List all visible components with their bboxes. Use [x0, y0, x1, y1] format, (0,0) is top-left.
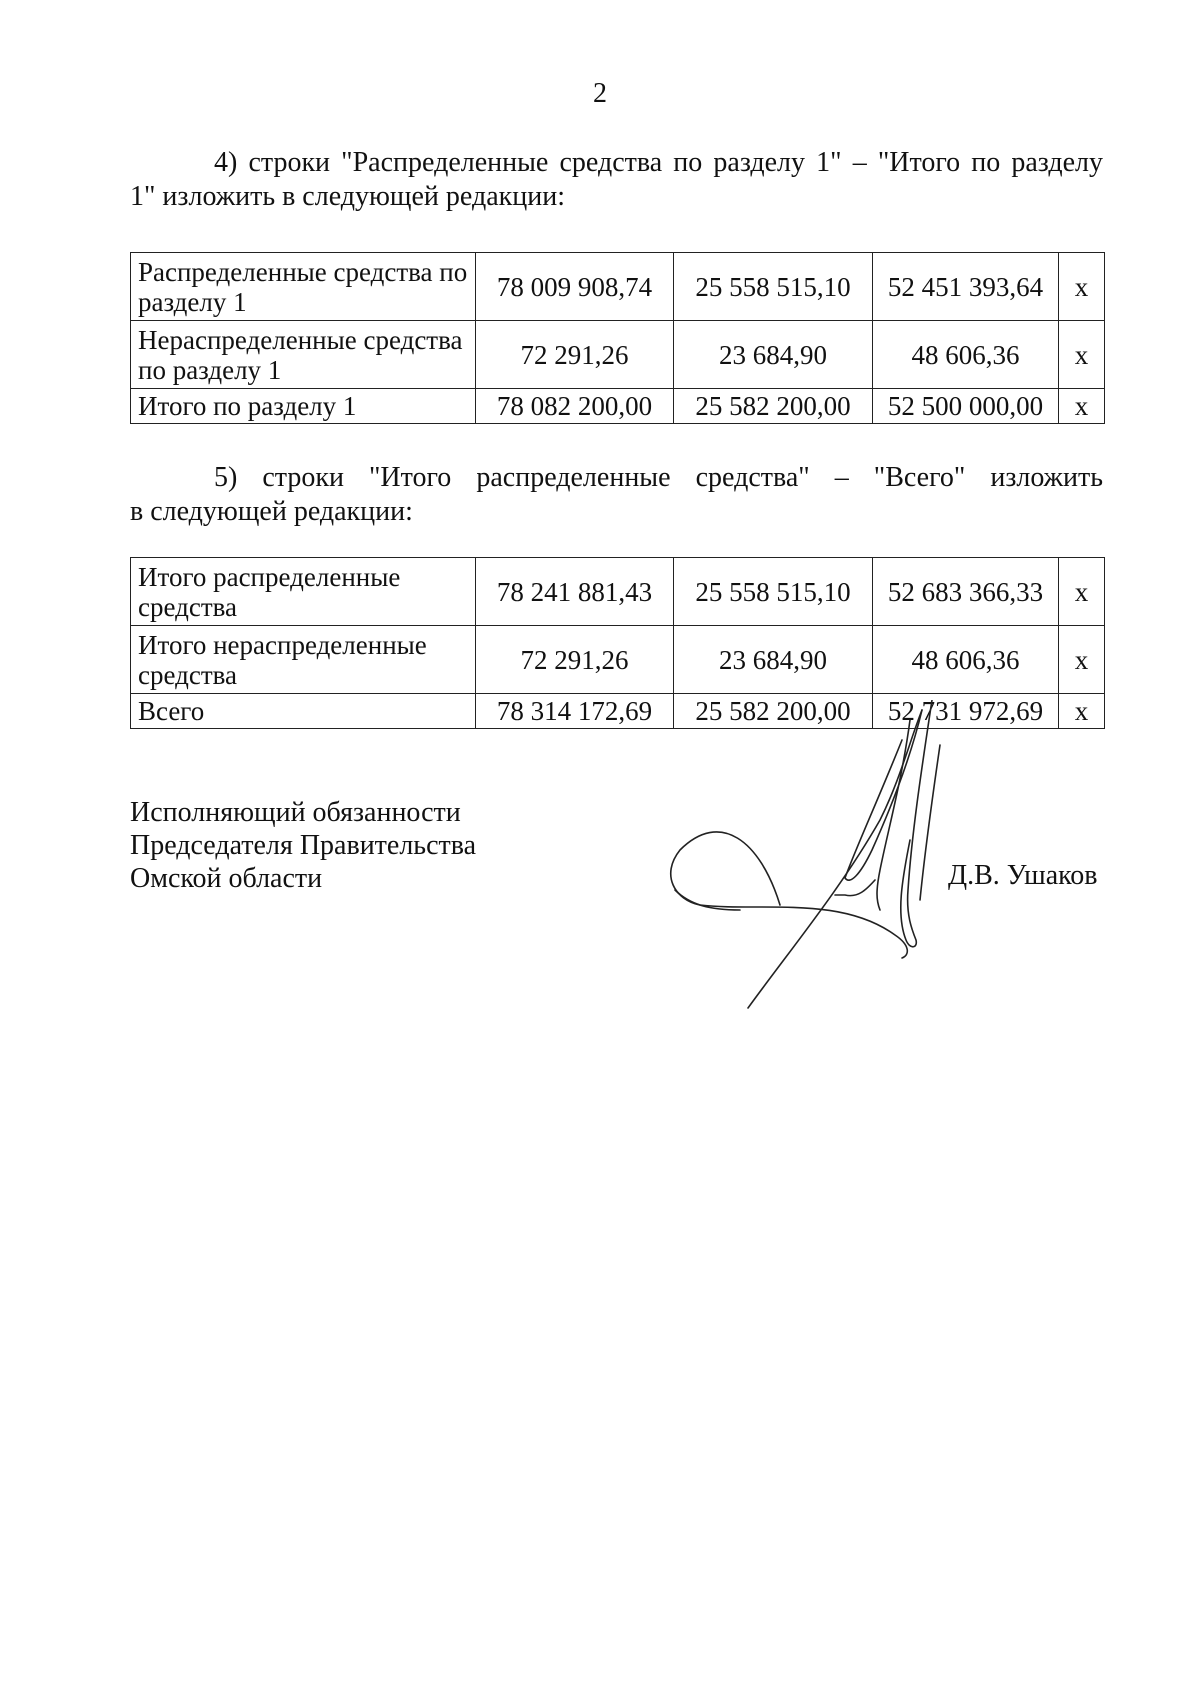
amount-cell: 78 241 881,43 [476, 558, 674, 626]
amount-cell: 52 731 972,69 [873, 694, 1059, 729]
row-label: Итого распределенные средства [131, 558, 476, 626]
position-line: Председателя Правительства [130, 830, 477, 861]
signatory-position [130, 796, 476, 895]
x-cell: x [1059, 253, 1105, 321]
amount-cell: 25 558 515,10 [674, 253, 873, 321]
table-row [131, 389, 1105, 424]
position-line: Омской области [130, 863, 323, 894]
row-label: Нераспределенные средства по разделу 1 [131, 321, 476, 389]
amount-cell: 25 558 515,10 [674, 558, 873, 626]
amount-cell: 52 683 366,33 [873, 558, 1059, 626]
signer-name: Д.В. Ушаков [948, 860, 1098, 891]
x-cell: x [1059, 321, 1105, 389]
amount-cell: 78 314 172,69 [476, 694, 674, 729]
row-label: Итого нераспределенные средства [131, 626, 476, 694]
section-5-text-line-1: 5) строки "Итого распределенные средства" – "Всего" изложить [214, 462, 1103, 493]
section-5-paragraph [130, 461, 1103, 529]
amount-cell: 52 451 393,64 [873, 253, 1059, 321]
row-label: Итого по разделу 1 [131, 389, 476, 424]
row-label: Распределенные средства по разделу 1 [131, 253, 476, 321]
position-line: Исполняющий обязанности [130, 797, 461, 828]
table-row [131, 626, 1105, 694]
amount-cell: 52 500 000,00 [873, 389, 1059, 424]
amount-cell: 48 606,36 [873, 321, 1059, 389]
x-cell: x [1059, 558, 1105, 626]
amount-cell: 23 684,90 [674, 626, 873, 694]
x-cell: x [1059, 694, 1105, 729]
row-label: Всего [131, 694, 476, 729]
amount-cell: 72 291,26 [476, 321, 674, 389]
amount-cell: 23 684,90 [674, 321, 873, 389]
section-4-text-line-1: 4) строки "Распределенные средства по разделу 1" – "Итого по разделу [214, 147, 1103, 178]
amount-cell: 25 582 200,00 [674, 694, 873, 729]
page-number: 2 [593, 78, 607, 109]
x-cell: x [1059, 626, 1105, 694]
amount-cell: 72 291,26 [476, 626, 674, 694]
amount-cell: 48 606,36 [873, 626, 1059, 694]
section-4-text-line-2: 1" изложить в следующей редакции: [130, 181, 565, 212]
handwritten-signature [640, 700, 1000, 1040]
table-row [131, 558, 1105, 626]
section-4-paragraph [130, 146, 1103, 214]
x-cell: x [1059, 389, 1105, 424]
amount-cell: 78 009 908,74 [476, 253, 674, 321]
table-row [131, 253, 1105, 321]
section-5-text-line-2: в следующей редакции: [130, 496, 413, 527]
amount-cell: 25 582 200,00 [674, 389, 873, 424]
amount-cell: 78 082 200,00 [476, 389, 674, 424]
table-row [131, 321, 1105, 389]
section-4-table [130, 252, 1105, 424]
